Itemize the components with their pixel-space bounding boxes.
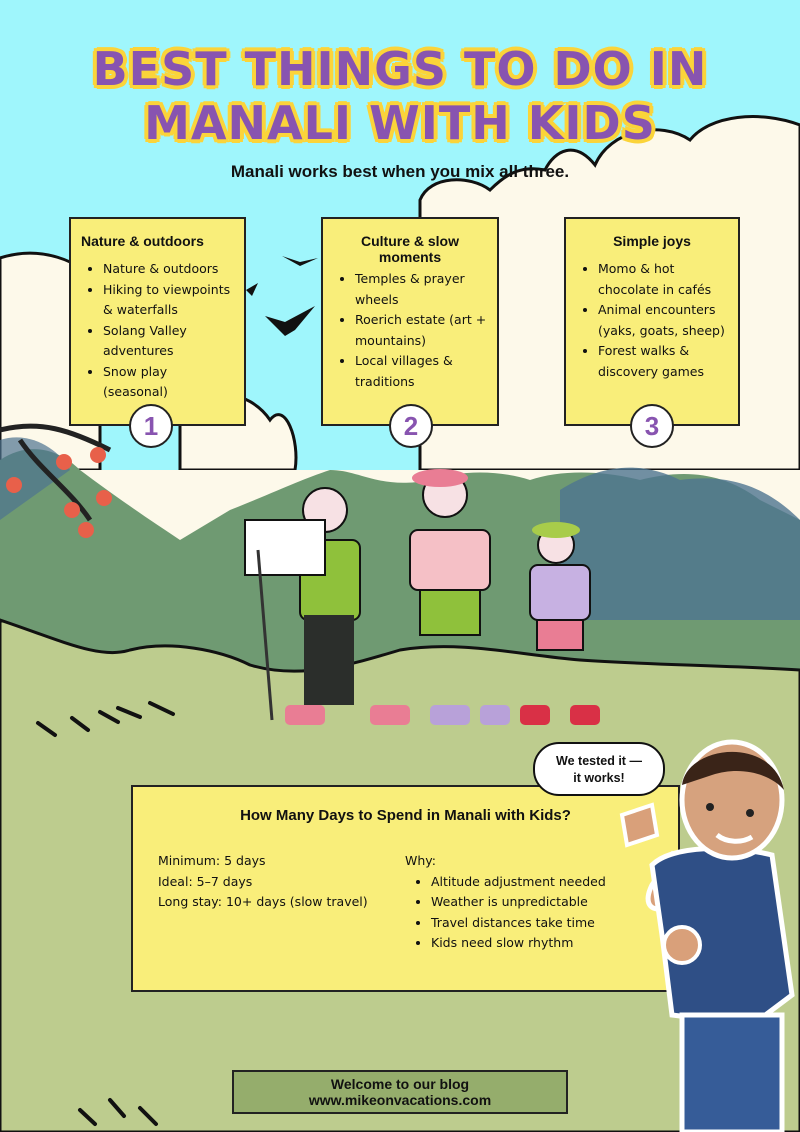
card-nature-outdoors — [69, 217, 246, 426]
list-item: • Local villages & traditions — [355, 351, 487, 392]
card-simple-joys — [564, 217, 740, 426]
duration-long-stay: Long stay: 10+ days (slow travel) — [158, 894, 368, 909]
card-list — [333, 269, 487, 392]
page-title — [0, 42, 800, 150]
list-item: • Snow play (seasonal) — [103, 362, 234, 403]
duration-ideal: Ideal: 5–7 days — [158, 873, 253, 889]
footer-url-link[interactable]: www.mikeonvacations.com — [308, 1092, 492, 1108]
step-number-3: 3 — [630, 404, 674, 448]
list-item: • Animal encounters (yaks, goats, sheep) — [598, 300, 728, 341]
title-line-2: MANALI WITH KIDS — [144, 96, 656, 150]
list-item: • Altitude adjustment needed — [431, 872, 606, 893]
why-label: Why: — [405, 853, 436, 868]
step-number-2: 2 — [389, 404, 433, 448]
list-item: • Temples & prayer wheels — [355, 269, 487, 310]
speech-bubble — [533, 742, 665, 796]
list-item: • Solang Valley adventures — [103, 321, 234, 362]
list-item: • Travel distances take time — [431, 913, 606, 934]
speech-line-2: it works! — [573, 771, 625, 785]
card-list — [576, 259, 728, 382]
durations-list — [158, 851, 368, 913]
blog-footer[interactable] — [232, 1070, 568, 1114]
list-item: • Forest walks & discovery games — [598, 341, 728, 382]
list-item: • Kids need slow rhythm — [431, 933, 606, 954]
list-item: • Roerich estate (art + mountains) — [355, 310, 487, 351]
list-item: • Hiking to viewpoints & waterfalls — [103, 280, 234, 321]
speech-line-1: We tested it — — [556, 754, 642, 768]
card-list — [81, 259, 234, 403]
reasons-list — [405, 851, 606, 954]
list-item: • Weather is unpredictable — [431, 892, 606, 913]
duration-minimum: Minimum: 5 days — [158, 853, 266, 868]
card-title: Nature & outdoors — [81, 233, 204, 249]
step-number-1: 1 — [129, 404, 173, 448]
card-culture-slow-moments — [321, 217, 499, 426]
list-item: • Momo & hot chocolate in cafés — [598, 259, 728, 300]
footer-welcome: Welcome to our blog — [330, 1076, 470, 1092]
days-info-box — [131, 785, 680, 992]
title-line-1: BEST THINGS TO DO IN — [92, 42, 708, 96]
card-title: Simple joys — [613, 233, 691, 249]
subtitle: Manali works best when you mix all three. — [230, 162, 570, 181]
list-item: • Nature & outdoors — [103, 259, 234, 280]
card-title: Culture & slow moments — [360, 233, 459, 265]
days-title: How Many Days to Spend in Manali with Kids? — [240, 807, 571, 824]
